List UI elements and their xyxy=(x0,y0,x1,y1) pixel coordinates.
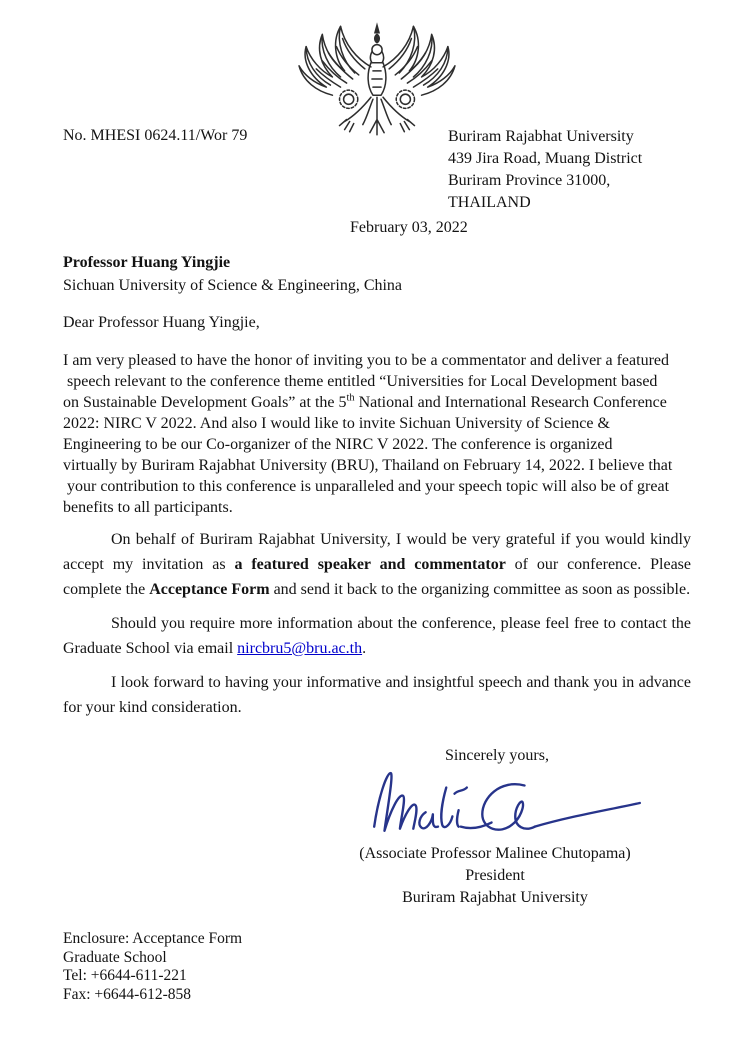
text-segment: a featured speaker and commentator xyxy=(234,556,506,573)
footer-line: Fax: +6644-612-858 xyxy=(63,985,191,1003)
salutation: Dear Professor Huang Yingjie, xyxy=(63,314,260,331)
closing-phrase: Sincerely yours, xyxy=(445,747,549,764)
body-line xyxy=(63,497,691,518)
signatory-name: (Associate Professor Malinee Chutopama) xyxy=(359,845,631,862)
body-line xyxy=(63,392,691,413)
text-segment: on Sustainable Development Goals” at the 5 xyxy=(63,394,347,411)
superscript: th xyxy=(346,392,355,404)
text-segment: National and International Research Conference xyxy=(354,394,667,411)
body-line xyxy=(63,371,691,392)
text-segment: your contribution to this conference is unparalleled and your speech topic will also be of great xyxy=(63,478,670,495)
sender-address-line: 439 Jira Road, Muang District xyxy=(448,150,643,167)
text-segment: benefits to all participants. xyxy=(63,499,233,516)
recipient-affiliation: Sichuan University of Science & Engineering, China xyxy=(63,277,403,294)
signatory-organization: Buriram Rajabhat University xyxy=(402,889,588,906)
text-segment: and send it back to the organizing committee as soon as possible. xyxy=(269,581,691,598)
footer-line: Enclosure: Acceptance Form xyxy=(63,930,243,947)
text-segment: Should you require more information about the conference, please feel free to contact the Graduate School via email xyxy=(63,615,691,657)
body-line xyxy=(63,434,691,455)
text-segment: of our conference. Please complete the xyxy=(63,556,691,598)
body-paragraph xyxy=(63,670,691,720)
sender-address xyxy=(448,126,642,214)
text-segment: On behalf of Buriram Rajabhat University, I would be very grateful if you would kindly accept my invitation as xyxy=(63,531,691,573)
letter-body xyxy=(63,350,691,720)
text-segment: speech relevant to the conference theme entitled “Universities for Local Development based xyxy=(63,373,658,390)
text-segment: Acceptance Form xyxy=(149,581,270,598)
footer-line: Graduate School xyxy=(63,948,167,966)
reference-number: No. MHESI 0624.11/Wor 79 xyxy=(63,127,248,144)
letter-date: February 03, 2022 xyxy=(350,219,468,236)
text-segment: Engineering to be our Co-organizer of the NIRC V 2022. The conference is organized xyxy=(63,436,613,453)
body-line xyxy=(63,413,691,434)
letter-footer xyxy=(63,930,242,1004)
text-segment: virtually by Buriram Rajabhat University (BRU), Thailand on February 14, 2022. I believe that xyxy=(63,457,673,474)
text-segment: 2022: NIRC V 2022. And also I would like to invite Sichuan University of Science & xyxy=(63,415,610,432)
body-line xyxy=(63,350,691,371)
body-line xyxy=(63,476,691,497)
text-segment: I look forward to having your informative and insightful speech and thank you in advance for your kind consideration. xyxy=(63,674,691,716)
sender-address-line: Buriram Province 31000, xyxy=(448,172,611,189)
email-link[interactable]: nircbru5@bru.ac.th xyxy=(237,640,363,657)
body-paragraph xyxy=(63,527,691,602)
footer-line: Tel: +6644-611-221 xyxy=(63,967,187,984)
sender-address-line: THAILAND xyxy=(448,194,531,211)
garuda-emblem-icon xyxy=(296,18,458,140)
text-segment: . xyxy=(362,640,367,657)
sender-address-line: Buriram Rajabhat University xyxy=(448,128,634,145)
body-line xyxy=(63,455,691,476)
signature-handwriting xyxy=(368,760,646,848)
recipient-name: Professor Huang Yingjie xyxy=(63,254,231,271)
body-paragraph xyxy=(63,350,691,518)
text-segment: I am very pleased to have the honor of inviting you to be a commentator and deliver a featured xyxy=(63,352,670,369)
signatory-block xyxy=(343,843,647,909)
signatory-title: President xyxy=(465,867,525,884)
body-paragraph xyxy=(63,611,691,661)
